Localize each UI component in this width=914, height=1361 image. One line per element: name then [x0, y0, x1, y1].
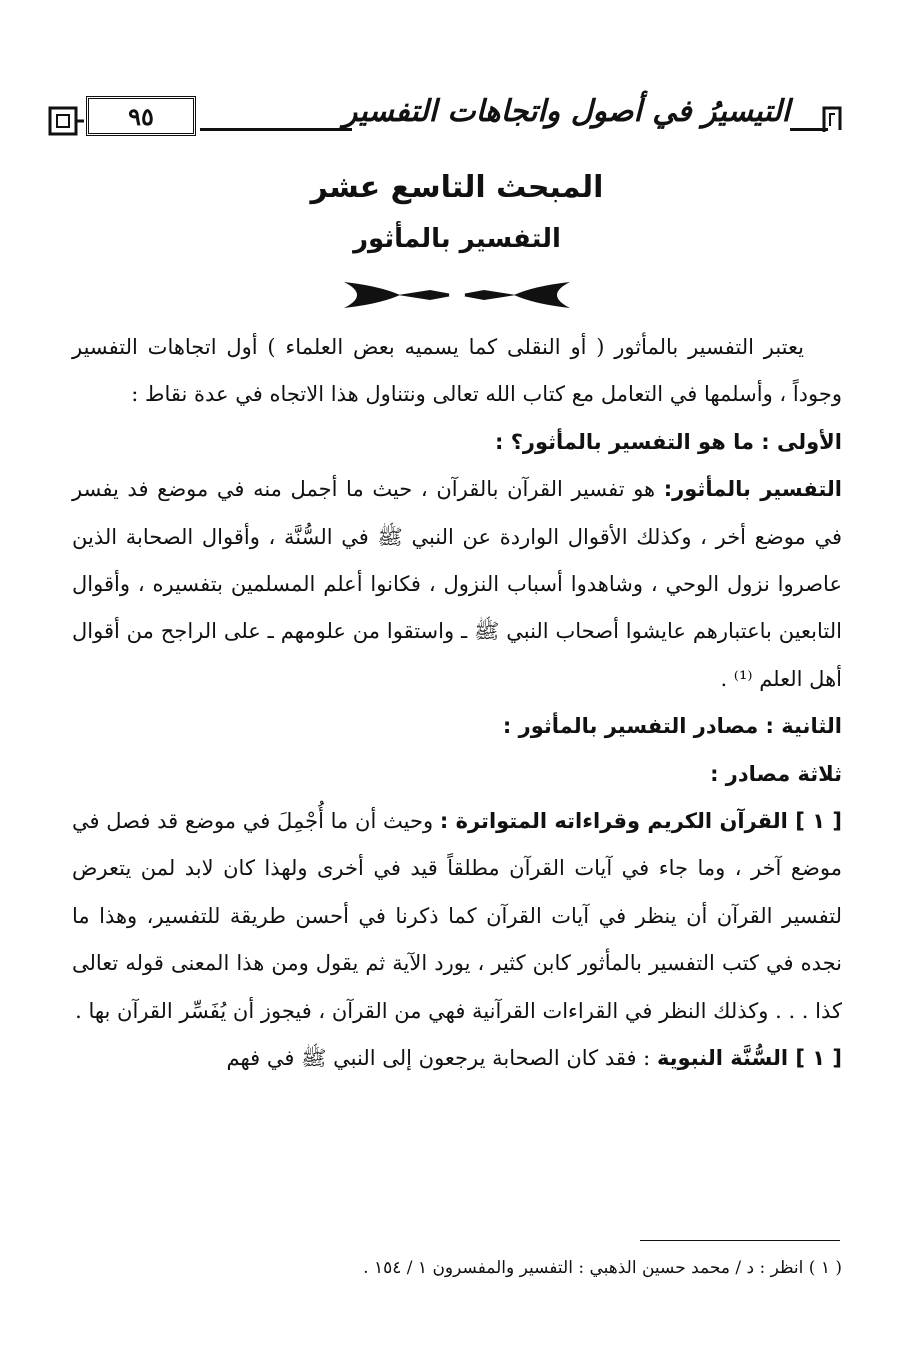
definition-term: التفسير بالمأثور: [663, 477, 842, 502]
source-two-label: [ ١ ] السُّنَّة النبوية [656, 1046, 842, 1071]
intro-paragraph: يعتبر التفسير بالمأثور ( أو النقلى كما يسميه بعض العلماء ) أول اتجاهات التفسير وجوداً ، وأسلمها في التعامل مع كتاب الله تعالى ونتناول هذا الاتجاه في عدة نقاط : [72, 335, 842, 407]
footnote-separator [640, 1240, 840, 1241]
running-header [48, 92, 848, 148]
source-two-paragraph [72, 1035, 842, 1082]
running-title: التيسيرُ في أصول واتجاهات التفسير [342, 94, 790, 129]
source-one-text: وحيث أن ما أُجْمِلَ في موضع قد فصل في موضع آخر ، وما جاء في آيات القرآن مطلقاً قيد في أخرى ولهذا كان لابد لمن يتعرض لتفسير القرآن أن ينظر في آيات القرآن كما ذكرنا في أحسن طريقة للتفسير، وهذا ما نجده في كتب التفسير بالمأثور كابن كثير ، يورد الآية ثم يقول ومن هذا المعنى قوله تعالى كذا . . . وكذلك النظر في القراءات القرآنية فهي من القرآن ، فيجوز أن يُفَسِّر القرآن بها . [72, 809, 842, 1023]
page-number: ٩٥ [86, 96, 196, 136]
section-subheading: التفسير بالمأثور [353, 224, 561, 254]
right-corner-ornament [820, 102, 844, 138]
section-heading: المبحث التاسع عشر [310, 170, 604, 205]
source-one-label: [ ١ ] القرآن الكريم وقراءاته المتواترة : [439, 809, 842, 834]
divider-ornament [340, 278, 574, 312]
point-one-paragraph [72, 466, 842, 703]
left-corner-ornament [48, 102, 84, 138]
header-rule-left [200, 128, 352, 131]
definition-text: هو تفسير القرآن بالقرآن ، حيث ما أجمل منه في موضع فد يفسر في موضع أخر ، وكذلك الأقوال الواردة عن النبي ﷺ في السُّنَّة ، وأقوال الصحابة الذين عاصروا نزول الوحي ، وشاهدوا أسباب النزول ، فكانوا أعلم المسلمين بتفسيره ، وأقوال التابعين باعتبارهم عايشوا أصحاب النبي ﷺ ـ واستقوا من علومهم ـ على الراجح من أقوال أهل العلم ⁽¹⁾ . [72, 477, 842, 691]
source-two-text: : فقد كان الصحابة يرجعون إلى النبي ﷺ في فهم [226, 1046, 657, 1071]
main-text [72, 324, 842, 1083]
point-one-heading: الأولى : ما هو التفسير بالمأثور؟ : [494, 429, 842, 454]
source-one-paragraph [72, 798, 842, 1035]
footnote: ( ١ ) انظر : د / محمد حسين الذهبي : التفسير والمفسرون ١ / ١٥٤ . [363, 1258, 842, 1278]
point-two-heading: الثانية : مصادر التفسير بالمأثور : [502, 714, 842, 739]
sources-count-heading: ثلاثة مصادر : [710, 761, 842, 786]
